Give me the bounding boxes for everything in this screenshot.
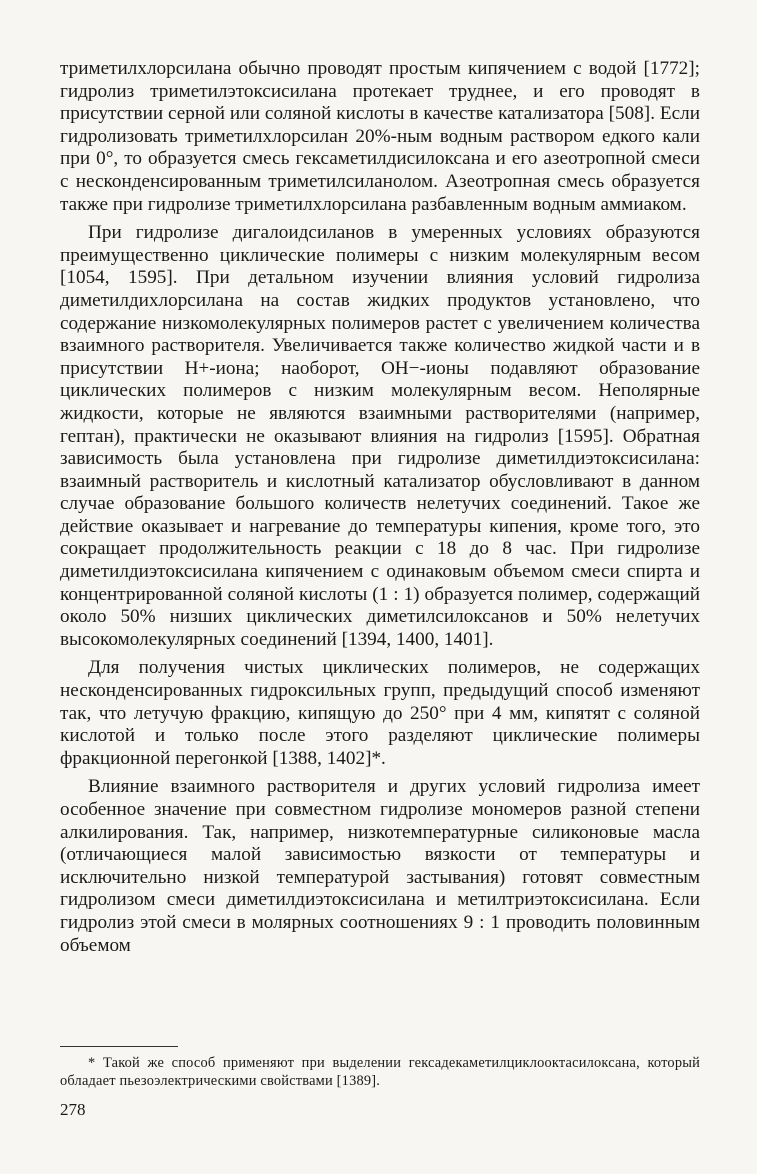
paragraph-3: Для получения чистых циклических полимеров, не содержащих несконденсированных гидроксильных групп, предыдущий способ изменяют так, что летучую фракцию, кипящую до 250° при 4 мм, кипятят с соляной кислотой и только после этого разделяют циклические полимеры фракционной перегонкой [1388, 1402]*. xyxy=(60,657,700,769)
paragraph-2: При гидролизе дигалоидсиланов в умеренных условиях образуются преимущественно циклические полимеры с низким молекулярным весом [1054, 1595]. При детальном изучении влияния условий гидролиза диметилдихлорсилана на состав жидких продуктов установлено, что содержание низкомолекулярных полимеров растет с увеличением количества взаимного растворителя. Увеличивается также количество жидкой части и в присутствии H+-иона; наоборот, OH−-ионы подавляют образование циклических полимеров с низким молекулярным весом. Неполярные жидкости, которые не являются взаимными растворителями (например, гептан), практически не оказывают влияния на гидролиз [1595]. Обратная зависимость была установлена при гидролизе диметилдиэтоксисилана: взаимный растворитель и кислотный катализатор обусловливают в данном случае образование большого количеств нелетучих соединений. Такое же действие оказывает и нагревание до температуры кипения, кроме того, это сокращает продолжительность реакции с 18 до 8 час. При гидролизе диметилдиэтоксисилана кипячением с одинаковым объемом смеси спирта и концентрированной соляной кислоты (1 : 1) образуется полимер, содержащий около 50% низших циклических диметилсилоксанов и 50% нелетучих высокомолекулярных соединений [1394, 1400, 1401]. xyxy=(60,222,700,650)
page-body xyxy=(60,58,700,957)
footnote: * Такой же способ применяют при выделении гексадекаметилциклооктасилоксана, который обладает пьезоэлектрическими свойствами [1389]. xyxy=(60,1055,700,1089)
paragraph-4: Влияние взаимного растворителя и других условий гидролиза имеет особенное значение при совместном гидролизе мономеров разной степени алкилирования. Так, например, низкотемпературные силиконовые масла (отличающиеся малой зависимостью вязкости от температуры и исключительно низкой температурой застывания) готовят совместным гидролизом смеси диметилдиэтоксисилана и метилтриэтоксисилана. Если гидролиз этой смеси в молярных соотношениях 9 : 1 проводить половинным объемом xyxy=(60,776,700,956)
footnote-divider xyxy=(60,1046,178,1047)
page-number: 278 xyxy=(60,1100,86,1119)
paragraph-1: триметилхлорсилана обычно проводят простым кипячением с водой [1772]; гидролиз триметилэтоксисилана протекает труднее, и его проводят в присутствии серной или соляной кислоты в качестве катализатора [508]. Если гидролизовать триметилхлорсилан 20%-ным водным раствором едкого кали при 0°, то образуется смесь гексаметилдисилоксана и его азеотропной смеси с несконденсированным триметилсиланолом. Азеотропная смесь образуется также при гидролизе триметилхлорсилана разбавленным водным аммиаком. xyxy=(60,58,700,215)
